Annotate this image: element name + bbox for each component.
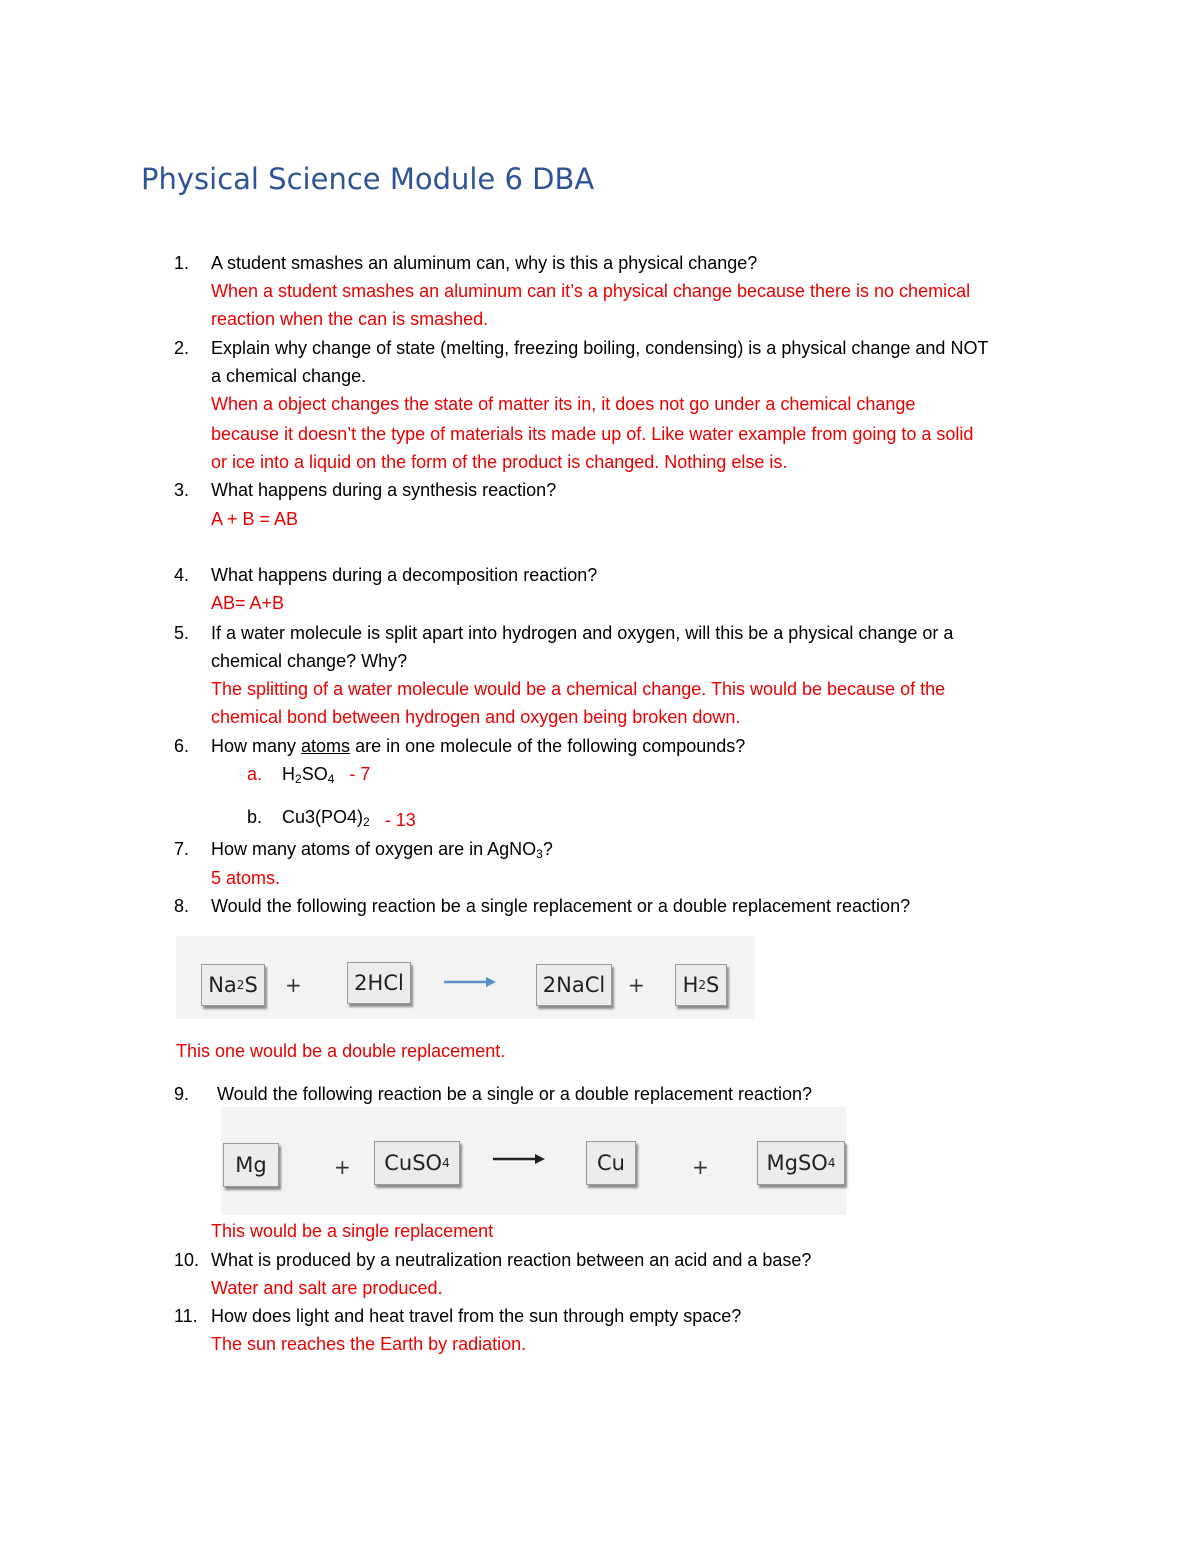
question-text: a chemical change. [211,366,367,386]
question-text: Would the following reaction be a single replacement or a double replacement reaction? [211,896,911,916]
question-text: If a water molecule is split apart into hydrogen and oxygen, will this be a physical change or a [211,623,954,643]
question-number: 2. [174,338,190,358]
underlined-word: atoms [301,736,351,756]
plus-sign: + [285,973,302,997]
answer-text: When a object changes the state of matter its in, it does not go under a chemical change [211,394,916,414]
question-text: Explain why change of state (melting, freezing boiling, condensing) is a physical change and NOT [211,338,989,358]
answer-text: Water and salt are produced. [211,1278,443,1298]
answer-text: This one would be a double replacement. [176,1041,506,1061]
answer-text: reaction when the can is smashed. [211,309,489,329]
answer-text: When a student smashes an aluminum can it’s a physical change because there is no chemical [211,281,971,301]
question-number: 8. [174,896,190,916]
question-text: Would the following reaction be a single or a double replacement reaction? [217,1084,813,1104]
question-number: 4. [174,565,190,585]
plus-sign: + [334,1155,351,1179]
product-box: 2NaCl [536,964,612,1006]
question-text: What happens during a synthesis reaction? [211,480,557,500]
reaction-image-2 [221,1107,846,1215]
question-number: 7. [174,839,190,859]
page-title: Physical Science Module 6 DBA [141,162,595,196]
plus-sign: + [628,973,645,997]
question-text: How many atoms are in one molecule of the following compounds? [211,736,746,756]
question-number: 10. [174,1250,200,1270]
answer-text: The sun reaches the Earth by radiation. [211,1334,527,1354]
answer-text: A + B = AB [211,509,299,529]
question-number: 1. [174,253,190,273]
sub-item-letter: a. [247,764,263,784]
question-text: chemical change? Why? [211,651,408,671]
sub-item-answer: - 7 [344,764,371,784]
answer-text: AB= A+B [211,593,285,613]
reactant-box: CuSO 4 [374,1141,460,1185]
answer-text: This would be a single replacement [211,1221,494,1241]
question-text: What happens during a decomposition reaction? [211,565,598,585]
answer-text: or ice into a liquid on the form of the product is changed. Nothing else is. [211,452,788,472]
reaction-arrow-icon [444,976,496,988]
answer-text: because it doesn’t the type of materials its made up of. Like water example from going to a solid [211,424,974,444]
question-text: What is produced by a neutralization reaction between an acid and a base? [211,1250,812,1270]
question-number: 6. [174,736,190,756]
question-text: How many atoms of oxygen are in AgNO$_3$? [211,839,553,861]
answer-text: The splitting of a water molecule would be a chemical change. This would be because of the [211,679,946,699]
question-number: 9. [174,1084,190,1104]
reactant-box: 2HCl [347,962,411,1004]
question-number: 11. [174,1306,198,1326]
question-text: How does light and heat travel from the sun through empty space? [211,1306,742,1326]
reaction-arrow-icon [493,1153,545,1165]
answer-text: 5 atoms. [211,868,281,888]
product-box: Cu [586,1141,636,1185]
reactant-box: Na 2 S [201,964,265,1006]
question-text: A student smashes an aluminum can, why is this a physical change? [211,253,758,273]
sub-item-formula: $Cu3(PO4)_2 - 13$ [282,807,416,830]
product-box: H 2 S [675,964,727,1006]
question-number: 5. [174,623,190,643]
plus-sign: + [692,1155,709,1179]
reaction-image-1 [176,936,755,1019]
product-box: MgSO 4 [757,1141,845,1185]
sub-item-answer: - 13 [379,810,416,830]
answer-text: chemical bond between hydrogen and oxygen being broken down. [211,707,741,727]
question-number: 3. [174,480,190,500]
reactant-box: Mg [223,1143,279,1187]
sub-item-formula: $H_2SO_4 - 7$ [282,764,371,786]
sub-item-letter: b. [247,807,263,827]
